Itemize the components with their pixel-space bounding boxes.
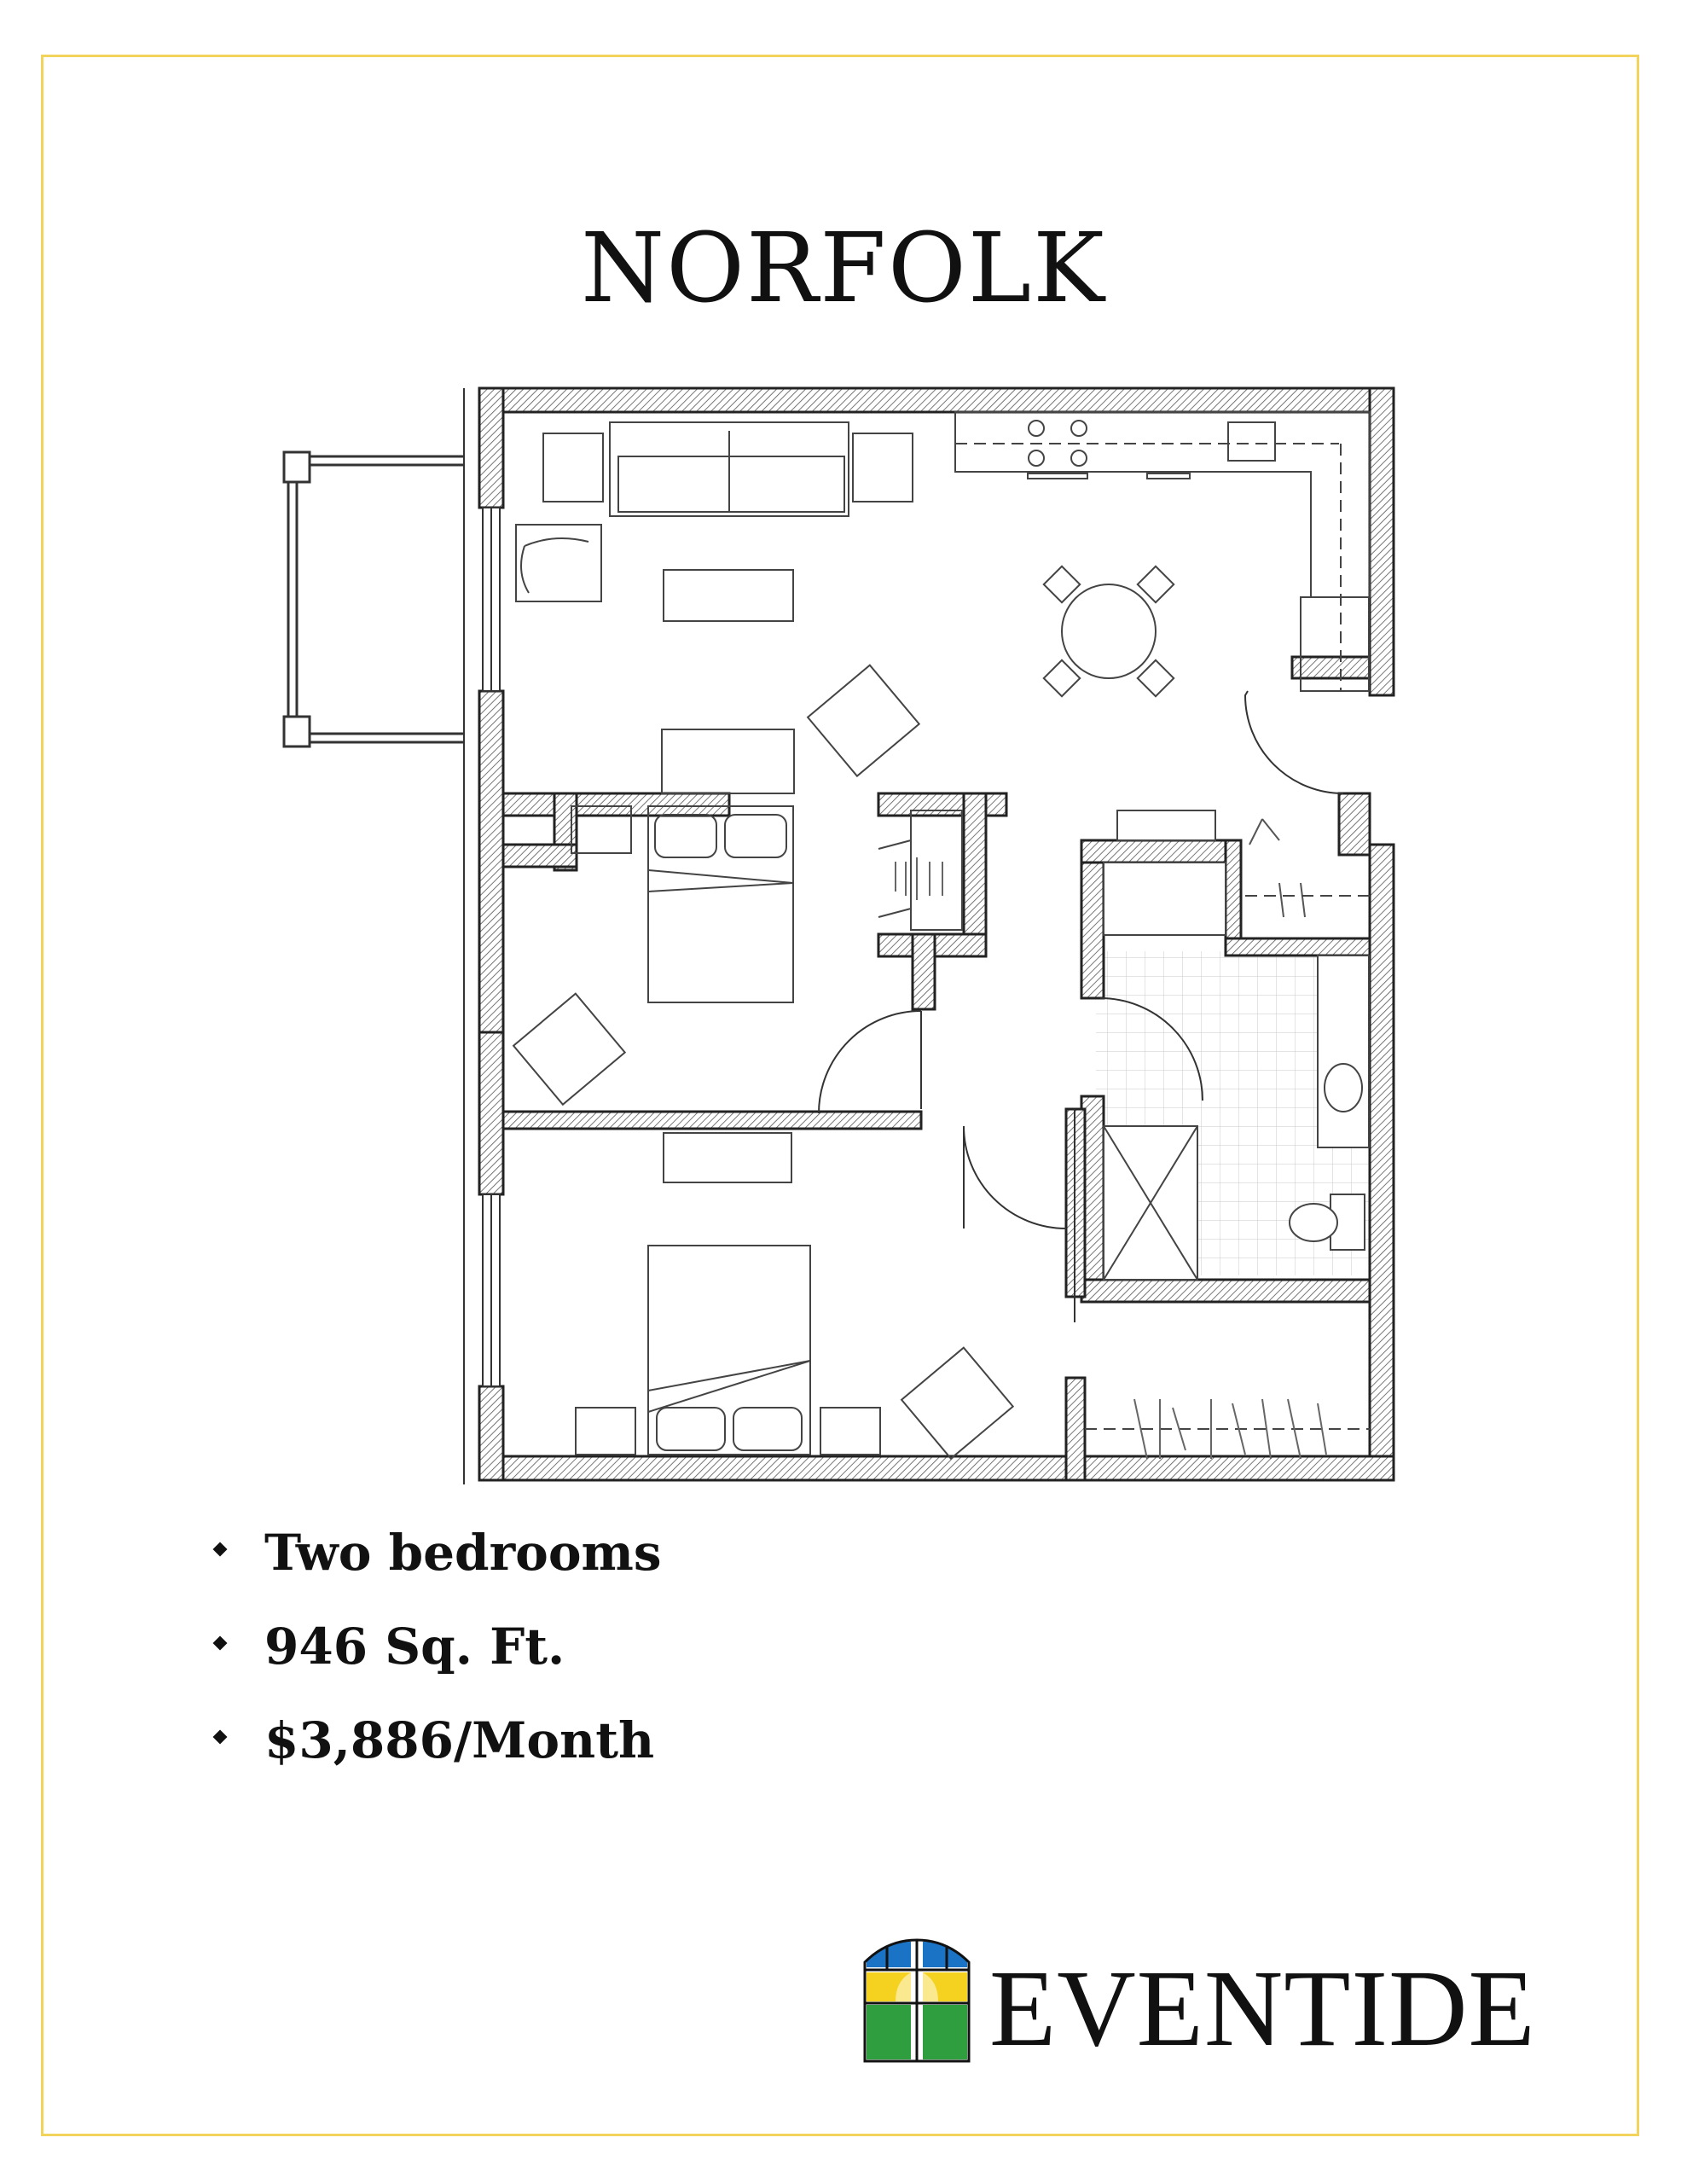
- logo-ground-right: [923, 2005, 967, 2059]
- eventide-logo: [861, 1937, 1595, 2069]
- logo-window-icon: [861, 1937, 972, 2065]
- logo-wordmark: EVENTIDE: [989, 1948, 1536, 2069]
- feature-price: [213, 1706, 662, 1800]
- feature-text: 946 Sq. Ft.: [264, 1618, 565, 1676]
- diamond-bullet-icon: [213, 1730, 228, 1745]
- logo-ground-left: [867, 2005, 911, 2059]
- kitchen-counter: [955, 412, 1370, 691]
- balcony: [284, 452, 464, 746]
- feature-bedrooms: [213, 1519, 662, 1612]
- floor-plan-drawing: [256, 375, 1424, 1502]
- diamond-bullet-icon: [213, 1636, 228, 1651]
- feature-text: Two bedrooms: [264, 1524, 662, 1582]
- feature-area: [213, 1612, 662, 1706]
- living-room-furniture: [516, 422, 919, 793]
- feature-text: $3,886/Month: [264, 1711, 655, 1769]
- dining-table: [1044, 566, 1174, 696]
- plan-title: NORFOLK: [581, 213, 1106, 324]
- feature-list: [213, 1519, 662, 1800]
- diamond-bullet-icon: [213, 1542, 228, 1557]
